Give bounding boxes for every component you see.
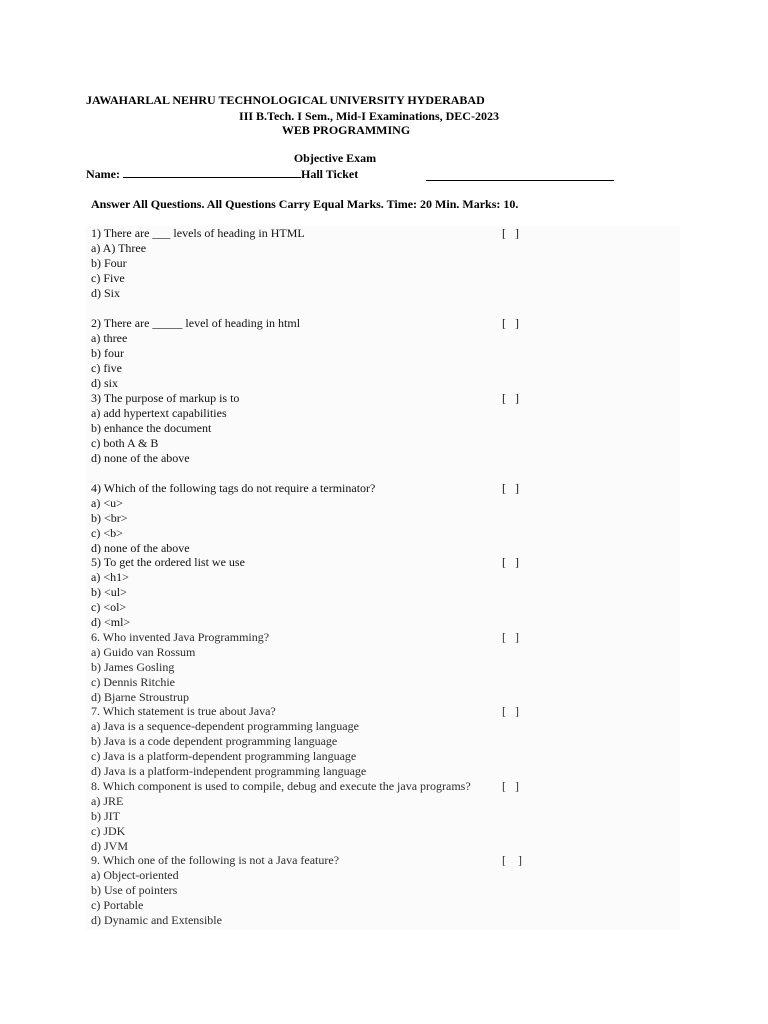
option-d: d) six (91, 376, 118, 390)
exam-type-title: Objective Exam (293, 151, 377, 165)
question-stem: 6. Who invented Java Programming? (91, 630, 270, 644)
option-a: a) A) Three (91, 241, 147, 255)
answer-bracket: [ ] (502, 853, 522, 867)
option-d: d) Bjarne Stroustrup (91, 690, 189, 704)
question-5 (91, 555, 621, 630)
option-d: d) none of the above (91, 541, 190, 555)
option-a: a) JRE (91, 794, 124, 808)
option-c: c) <b> (91, 526, 123, 540)
option-c: c) <ol> (91, 600, 127, 614)
question-stem: 4) Which of the following tags do not require a terminator? (91, 481, 376, 495)
hall-ticket-label: Hall Ticket (300, 167, 359, 181)
question-6 (91, 630, 621, 705)
question-2 (91, 316, 621, 391)
option-d: d) Six (91, 286, 121, 300)
hall-ticket-blank-line (426, 180, 614, 181)
option-b: b) four (91, 346, 124, 360)
question-4 (91, 481, 621, 556)
option-d: d) JVM (91, 839, 129, 853)
question-7 (91, 704, 621, 779)
answer-bracket: [ ] (502, 779, 519, 793)
option-c: c) five (91, 361, 122, 375)
option-a: a) <u> (91, 496, 123, 510)
option-c: c) Portable (91, 898, 144, 912)
option-d: d) none of the above (91, 451, 190, 465)
option-a: a) <h1> (91, 570, 129, 584)
question-stem: 2) There are _____ level of heading in html (91, 316, 301, 330)
option-d: d) <ml> (91, 615, 131, 629)
answer-bracket: [ ] (502, 316, 519, 330)
option-c: c) Java is a platform-dependent programming language (91, 749, 357, 763)
option-b: b) enhance the document (91, 421, 212, 435)
option-d: d) Java is a platform-independent programming language (91, 764, 367, 778)
option-c: c) both A & B (91, 436, 159, 450)
name-blank-line (123, 166, 301, 178)
name-label: Name: (86, 167, 120, 181)
option-b: b) Use of pointers (91, 883, 178, 897)
option-a: a) Guido van Rossum (91, 645, 196, 659)
answer-bracket: [ ] (502, 630, 519, 644)
option-b: b) Four (91, 256, 127, 270)
option-a: a) add hypertext capabilities (91, 406, 227, 420)
instructions: Answer All Questions. All Questions Carry Equal Marks. Time: 20 Min. Marks: 10. (91, 197, 519, 211)
option-b: b) <br> (91, 511, 128, 525)
answer-bracket: [ ] (502, 481, 519, 495)
question-8 (91, 779, 621, 854)
option-b: b) <ul> (91, 585, 127, 599)
name-row (86, 166, 358, 182)
option-d: d) Dynamic and Extensible (91, 913, 222, 927)
answer-bracket: [ ] (502, 555, 519, 569)
option-c: c) Five (91, 271, 125, 285)
subject-title: WEB PROGRAMMING (281, 123, 411, 137)
answer-bracket: [ ] (502, 704, 519, 718)
option-c: c) JDK (91, 824, 126, 838)
exam-title: III B.Tech. I Sem., Mid-I Examinations, DEC-2023 (239, 109, 499, 123)
university-title: JAWAHARLAL NEHRU TECHNOLOGICAL UNIVERSITY HYDERABAD (86, 93, 485, 107)
option-b: b) Java is a code dependent programming language (91, 734, 338, 748)
question-stem: 3) The purpose of markup is to (91, 391, 240, 405)
option-a: a) Java is a sequence-dependent programming language (91, 719, 359, 733)
question-stem: 9. Which one of the following is not a Java feature? (91, 853, 340, 867)
option-b: b) James Gosling (91, 660, 175, 674)
option-a: a) three (91, 331, 128, 345)
question-stem: 5) To get the ordered list we use (91, 555, 245, 569)
option-c: c) Dennis Ritchie (91, 675, 175, 689)
question-stem: 7. Which statement is true about Java? (91, 704, 276, 718)
question-1 (91, 226, 621, 301)
question-stem: 1) There are ___ levels of heading in HTML (91, 226, 305, 240)
questions-area (86, 226, 680, 930)
option-b: b) JIT (91, 809, 120, 823)
answer-bracket: [ ] (502, 391, 519, 405)
option-a: a) Object-oriented (91, 868, 179, 882)
answer-bracket: [ ] (502, 226, 519, 240)
question-3 (91, 391, 621, 466)
question-stem: 8. Which component is used to compile, debug and execute the java programs? (91, 779, 471, 793)
question-9 (91, 853, 621, 928)
